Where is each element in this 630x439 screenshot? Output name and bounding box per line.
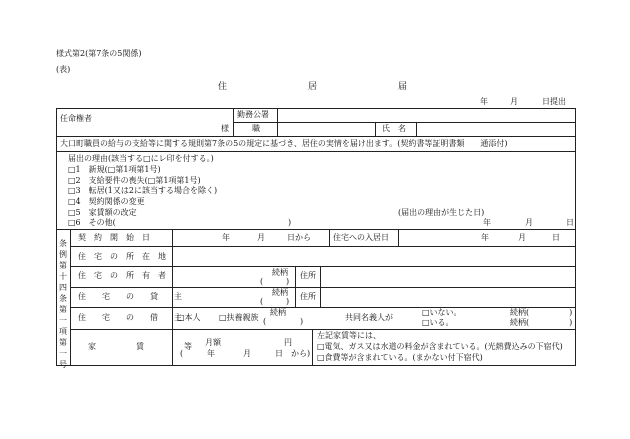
rent-monthly-label: 月額 [205, 338, 221, 347]
title-char-2: 居 [308, 82, 318, 92]
form-number: 様式第2(第7条の5関係) [56, 49, 142, 58]
co-tenant-label: 共同名義人が [345, 313, 393, 322]
appointer-sama: 様 [221, 124, 229, 133]
move-in-label: 住宅への入居日 [333, 233, 389, 242]
rent-note-meals-checkbox[interactable]: □食費等が含まれている。(まかない付下宿代) [317, 353, 483, 362]
lender-label: 住 宅 の 貸 主 [78, 292, 182, 301]
borrower-label: 住 宅 の 借 主 [78, 313, 182, 322]
reason-heading: 届出の理由(該当する□にレ印を付する。) [68, 154, 214, 163]
lender-relation: 続柄 [272, 288, 288, 297]
rent-yen-label: 円 [284, 338, 292, 347]
lender-relation-open: ( [260, 297, 264, 306]
move-in-year: 年 [481, 233, 489, 242]
rent-day-from: 日 から) [275, 349, 311, 358]
reason-occurred-year: 年 [483, 218, 491, 227]
rent-note-utilities-checkbox[interactable]: □電気、ガス又は水道の料金が含まれている。(光熱費込みの下宿代) [317, 342, 563, 351]
reason-item-3[interactable]: □3 転居(1又は2に該当する場合を除く) [68, 186, 218, 195]
co-tenant-relation-2: 続柄( ) [510, 318, 573, 327]
owner-relation: 続柄 [272, 268, 288, 277]
co-tenant-exists-checkbox[interactable]: □いる。 [422, 318, 454, 327]
reason-occurred-month: 月 [525, 218, 533, 227]
borrower-dependent-checkbox[interactable]: □扶養親族 [219, 313, 259, 322]
contract-day-from: 日から [287, 233, 311, 242]
rent-note-heading: 左記家賃等には、 [317, 331, 381, 340]
contract-year: 年 [222, 233, 230, 242]
owner-label: 住 宅 の 所 有 者 [78, 271, 166, 280]
reason-item-6[interactable]: □6 その他( [68, 218, 116, 227]
borrower-relation-close: ) [300, 317, 304, 326]
title-char-1: 住 [218, 82, 228, 92]
reason-item-1[interactable]: □1 新規(□第1項第1号) [68, 165, 161, 174]
borrower-relation-open: ( [263, 317, 267, 326]
position-label: 職 [252, 124, 260, 133]
name-label: 氏 名 [382, 124, 406, 133]
owner-address-label: 住所 [300, 271, 316, 280]
statement-text: 大口町職員の給与の支給等に関する規則第7条の5の規定に基づき、居住の実情を届け出ます。(契約書等証明書類 通添付) [60, 139, 508, 148]
lender-address-label: 住所 [300, 292, 316, 301]
reason-item-2[interactable]: □2 支給要件の喪失(□第1項第1号) [68, 176, 201, 185]
reason-item-4[interactable]: □4 契約関係の変更 [68, 197, 145, 206]
location-label: 住 宅 の 所 在 地 [78, 252, 166, 261]
owner-relation-open: ( [260, 277, 264, 286]
submit-year-label: 年 [480, 97, 488, 106]
owner-relation-close: ) [286, 277, 290, 286]
co-tenant-relation-1: 続柄( ) [510, 308, 573, 317]
title-char-3: 届 [398, 82, 408, 92]
office-label: 勤務公署 [237, 110, 269, 119]
rent-month: 月 [243, 349, 251, 358]
side-label: 条例第十四条第一項第一号 [59, 239, 67, 369]
reason-occurred-label: (届出の理由が生じた日) [398, 208, 485, 217]
appointer-label: 任命権者 [60, 114, 92, 123]
borrower-self-checkbox[interactable]: □本人 [177, 313, 201, 322]
lender-relation-close: ) [286, 297, 290, 306]
submit-day-label: 日提出 [542, 97, 566, 106]
submit-month-label: 月 [510, 97, 518, 106]
borrower-relation: 続柄 [270, 308, 286, 317]
move-in-day: 日 [552, 233, 560, 242]
reason-other-close: ) [288, 218, 292, 227]
rent-year: 年 [207, 349, 215, 358]
contract-start-label: 契 約 開 始 日 [78, 233, 150, 242]
co-tenant-none-checkbox[interactable]: □いない。 [422, 308, 462, 317]
reason-occurred-day: 日 [566, 218, 574, 227]
move-in-month: 月 [518, 233, 526, 242]
reason-item-5[interactable]: □5 家賃額の改定 [68, 208, 137, 217]
rent-paren-open: ( [180, 349, 184, 358]
form-side: (表) [56, 65, 71, 74]
contract-month: 月 [257, 233, 265, 242]
rent-label: 家 賃 等 [88, 342, 192, 351]
